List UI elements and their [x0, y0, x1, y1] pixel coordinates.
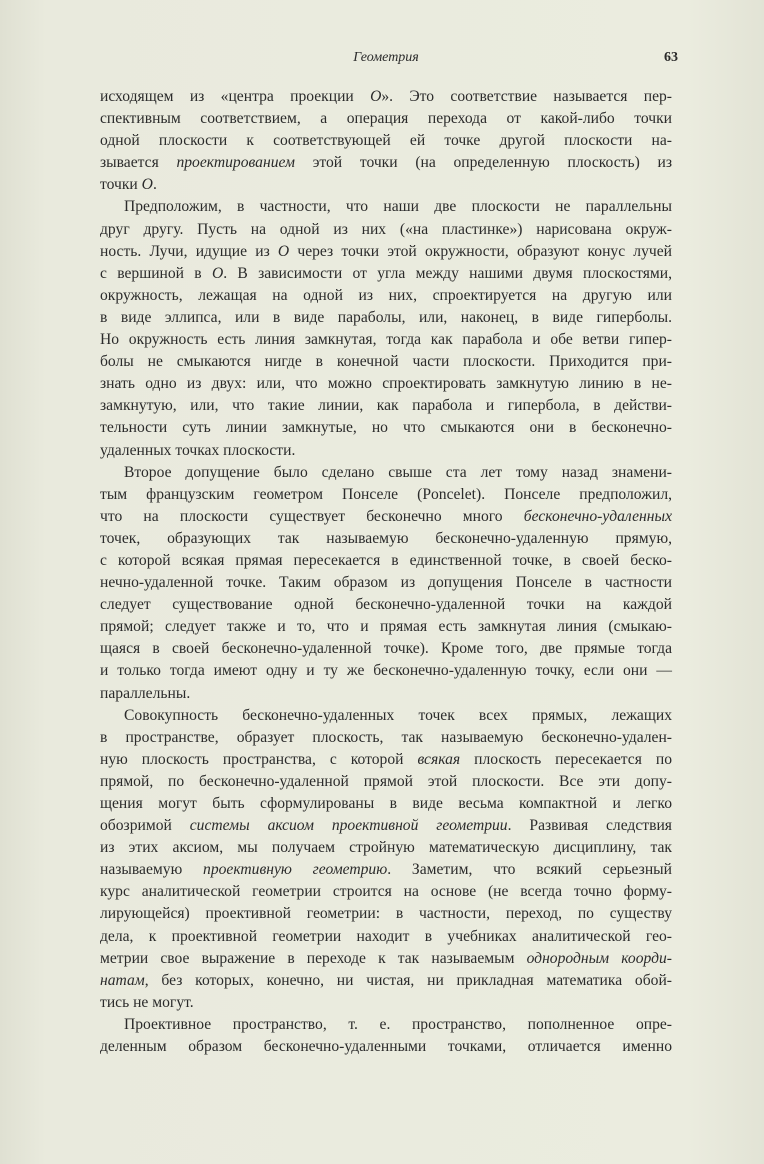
text-line: [100, 660, 672, 682]
italic-text: O: [277, 242, 290, 260]
text-line: [100, 373, 672, 395]
text-line: [100, 903, 672, 925]
running-head-title: Геометрия: [353, 50, 419, 65]
italic-text: однородным коорди-: [526, 949, 672, 967]
text-segment: что на плоскости существует бесконечно много: [100, 507, 524, 525]
text-segment: . В зависимости от угла между нашими двумя плоскостями,: [223, 264, 672, 282]
text-line: [100, 572, 672, 594]
text-segment: следует существование одной бесконечно-удаленной точки на каждой: [100, 596, 672, 614]
text-segment: зывается: [100, 154, 177, 172]
text-line: [100, 705, 672, 727]
text-segment: тись не могут.: [100, 993, 194, 1011]
text-segment: параллельны.: [100, 684, 191, 702]
text-segment: дела, к проективной геометрии находит в учебниках аналитической гео-: [100, 927, 672, 945]
text-line: [100, 285, 672, 307]
text-line: [100, 196, 672, 218]
text-segment: болы не смыкаются нигде в конечной части плоскости. Приходится при-: [100, 353, 672, 371]
text-line: [100, 130, 672, 152]
text-segment: замкнутую, или, что такие линии, как парабола и гипербола, в действи-: [100, 397, 672, 415]
text-line: [100, 948, 672, 970]
italic-text: O: [141, 176, 153, 194]
text-segment: . Развивая следствия: [507, 817, 672, 835]
italic-text: натам: [100, 971, 145, 989]
text-line: [100, 749, 672, 771]
text-segment: метрии свое выражение в переходе к так называемым: [100, 949, 527, 967]
text-line: [100, 152, 672, 174]
italic-text: системы аксиом проективной геометрии: [189, 817, 508, 835]
text-segment: с которой всякая прямая пересекается в единственной точке, в своей беско-: [100, 551, 672, 569]
text-segment: удаленных точках плоскости.: [100, 441, 296, 459]
text-line: [100, 263, 672, 285]
text-line: [100, 727, 672, 749]
text-line: [100, 859, 672, 881]
paragraph: [100, 196, 672, 461]
text-line: [100, 86, 672, 108]
text-line: [100, 219, 672, 241]
text-segment: прямой; следует также и то, что и прямая есть замкнутая линия (смыкаю-: [100, 618, 672, 636]
paragraph: [100, 462, 672, 705]
text-line: [100, 241, 672, 263]
text-line: [100, 616, 672, 638]
text-segment: Проективное пространство, т. е. пространство, пополненное опре-: [124, 1015, 672, 1033]
paragraph: [100, 1014, 672, 1058]
text-segment: через точки этой окружности, образуют конус лучей: [289, 242, 672, 260]
text-segment: исходящем из «центра проекции: [100, 88, 371, 105]
text-line: [100, 594, 672, 616]
text-segment: тельности суть линии замкнутые, но что смыкаются они в бесконечно-: [100, 419, 672, 437]
text-segment: обозримой: [100, 817, 190, 835]
paragraph: [100, 86, 672, 196]
text-segment: окружность, лежащая на одной из них, спроектируется на другую или: [100, 286, 672, 304]
running-head: [100, 50, 678, 70]
text-segment: одной плоскости к соответствующей ей точке другой плоскости на-: [100, 132, 672, 150]
text-segment: точек, образующих так называемую бесконечно-удаленную прямую,: [100, 529, 672, 547]
text-line: [100, 793, 672, 815]
paragraph: [100, 705, 672, 1014]
text-line: [100, 837, 672, 859]
text-segment: плоскость пересекается по: [460, 750, 673, 768]
text-segment: и только тогда имеют одну и ту же бесконечно-удаленную точку, если они —: [100, 662, 672, 680]
text-segment: , без которых, конечно, ни чистая, ни прикладная математика обой-: [144, 971, 672, 989]
text-line: [100, 506, 672, 528]
text-segment: .: [152, 176, 157, 194]
text-segment: этой точки (на определенную плоскость) из: [294, 154, 672, 172]
text-segment: Но окружность есть линия замкнутая, тогда как парабола и обе ветви гипер-: [100, 331, 672, 349]
text-line: [100, 440, 672, 462]
text-segment: тым французским геометром Понселе (Poncelet). Понселе предположил,: [100, 485, 672, 503]
text-line: [100, 351, 672, 373]
text-segment: ». Это соответствие называется пер-: [381, 88, 673, 105]
text-segment: нечно-удаленной точке. Таким образом из допущения Понселе в частности: [100, 574, 672, 592]
text-segment: в виде эллипса, или в виде параболы, или, наконец, в виде гиперболы.: [100, 308, 672, 326]
text-segment: в пространстве, образует плоскость, так называемую бесконечно-удален-: [100, 728, 672, 746]
text-segment: знать одно из двух: или, что можно спроектировать замкнутую линию в не-: [100, 375, 672, 393]
text-segment: точки: [100, 176, 142, 194]
text-line: [100, 550, 672, 572]
text-segment: щаяся в своей бесконечно-удаленной точке). Кроме того, две прямые тогда: [100, 640, 672, 658]
text-segment: курс аналитической геометрии строится на основе (не всегда точно форму-: [100, 883, 672, 901]
text-line: [100, 174, 672, 196]
text-line: [100, 1036, 672, 1058]
text-segment: Совокупность бесконечно-удаленных точек всех прямых, лежащих: [124, 706, 672, 724]
text-line: [100, 926, 672, 948]
text-segment: с вершиной в: [100, 264, 212, 282]
text-line: [100, 528, 672, 550]
text-segment: прямой, по бесконечно-удаленной прямой этой плоскости. Все эти допу-: [100, 772, 672, 790]
text-line: [100, 108, 672, 130]
text-line: [100, 815, 672, 837]
page-number: 63: [664, 50, 678, 65]
text-line: [100, 771, 672, 793]
text-line: [100, 1014, 672, 1036]
text-segment: Предположим, в частности, что наши две плоскости не параллельны: [124, 198, 672, 216]
text-segment: Второе допущение было сделано свыше ста лет тому назад знамени-: [124, 463, 672, 481]
text-line: [100, 992, 672, 1014]
text-line: [100, 462, 672, 484]
text-line: [100, 329, 672, 351]
text-line: [100, 395, 672, 417]
text-segment: спективным соответствием, а операция перехода от какой-либо точки: [100, 110, 672, 128]
italic-text: O: [370, 88, 382, 105]
italic-text: бесконечно-удаленных: [523, 507, 672, 525]
italic-text: O: [211, 264, 224, 282]
text-segment: называемую: [100, 861, 204, 879]
text-segment: лирующейся) проективной геометрии: в частности, переход, по существу: [100, 905, 672, 923]
italic-text: проективную геометрию: [203, 861, 388, 879]
text-segment: . Заметим, что всякий серьезный: [387, 861, 672, 879]
text-segment: щения могут быть сформулированы в виде весьма компактной и легко: [100, 795, 672, 812]
italic-text: всякая: [417, 750, 461, 768]
text-line: [100, 307, 672, 329]
text-segment: друг другу. Пусть на одной из них («на пластинке») нарисована окруж-: [100, 220, 672, 238]
text-segment: деленным образом бесконечно-удаленными точками, отличается именно: [100, 1038, 672, 1056]
text-line: [100, 881, 672, 903]
text-line: [100, 417, 672, 439]
body-text: [100, 86, 672, 1058]
text-segment: из этих аксиом, мы получаем стройную математическую дисциплину, так: [100, 839, 672, 857]
italic-text: проектированием: [176, 154, 295, 172]
text-segment: ную плоскость пространства, с которой: [100, 750, 418, 768]
text-line: [100, 683, 672, 705]
text-segment: ность. Лучи, идущие из: [100, 242, 278, 260]
text-line: [100, 484, 672, 506]
text-line: [100, 638, 672, 660]
text-line: [100, 970, 672, 992]
